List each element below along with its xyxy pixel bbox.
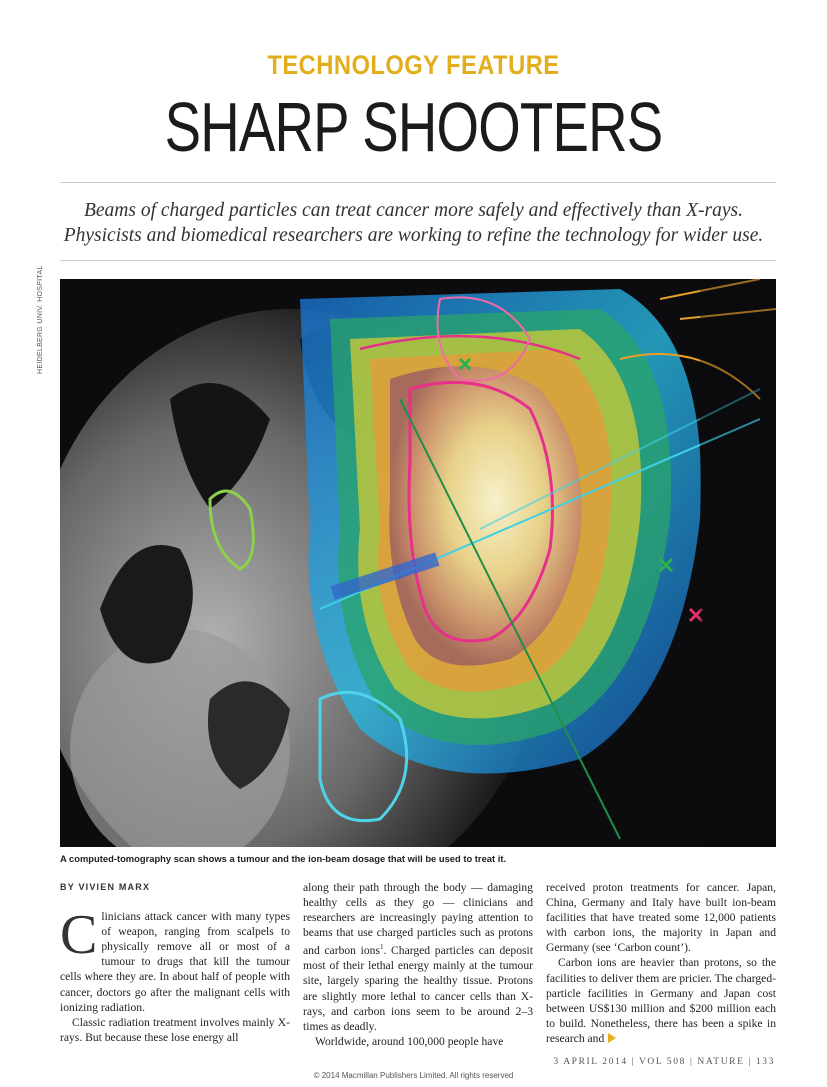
page-folio: 3 APRIL 2014 | VOL 508 | NATURE | 133 bbox=[553, 1057, 775, 1067]
standfirst-line-2: Physicists and biomedical researchers are working to refine the technology for wider use. bbox=[63, 225, 764, 246]
paragraph bbox=[303, 880, 533, 1034]
paragraph: Classic radiation treatment involves mainly X-rays. But because these lose energy all bbox=[60, 1015, 290, 1044]
photo-credit-wrapper bbox=[37, 265, 47, 382]
paragraph-text: linicians attack cancer with many types of weapon, ranging from scalpels to physically remove all or most of a tumour to drugs that kill the tumour cells where they are. In about half of people with cancer, doctors go after the malignant cells with ionizing radiation. bbox=[60, 910, 290, 1014]
article-column-2 bbox=[303, 880, 533, 1049]
article-column-1 bbox=[60, 880, 290, 1045]
top-divider bbox=[60, 182, 776, 183]
section-kicker: TECHNOLOGY FEATURE bbox=[267, 50, 560, 80]
continue-arrow-icon bbox=[608, 1033, 616, 1043]
ct-scan-photo bbox=[60, 279, 776, 847]
paragraph-text: along their path through the body — damaging healthy cells as they go — clinicians and researchers are increasingly paying attention to beams that use charged particles such as protons and carbon ions bbox=[303, 881, 533, 958]
byline: BY VIVIEN MARX bbox=[60, 882, 151, 892]
article-column-3 bbox=[546, 880, 776, 1046]
paragraph bbox=[546, 955, 776, 1046]
paragraph: received proton treatments for cancer. Japan, China, Germany and Italy have built ion-beam facilities that have treated some 12,000 patients with carbon ions, the majority in Japan and Germany (see ‘Carbon count’). bbox=[546, 881, 776, 955]
photo-credit: HEIDELBERG UNIV. HOSPITAL bbox=[37, 265, 44, 374]
paragraph-text: . Charged particles can deposit most of their lethal energy mainly at the tumour site, largely sparing the healthy tissue. Protons are slightly more lethal to cancer cells than X-rays, and carbon ions seem to be around 2–3 times as deadly. bbox=[303, 944, 533, 1033]
drop-cap: C bbox=[60, 904, 98, 967]
paragraph: Worldwide, around 100,000 people have bbox=[315, 1034, 504, 1048]
copyright-notice: © 2014 Macmillan Publishers Limited. All rights reserved bbox=[313, 1071, 514, 1080]
figure-caption: A computed-tomography scan shows a tumour and the ion-beam dosage that will be used to treat it. bbox=[60, 853, 507, 864]
paragraph-text: Carbon ions are heavier than protons, so the facilities to deliver them are pricier. The charged-particle facilities in Germany and Japan cost between US$130 million and $200 million each to build. Nonetheless, there has been a spike in research and bbox=[546, 956, 776, 1045]
ct-scan-illustration bbox=[60, 279, 776, 847]
paragraph bbox=[60, 904, 290, 1015]
standfirst bbox=[40, 198, 787, 248]
article-title: SHARP SHOOTERS bbox=[164, 88, 663, 166]
bottom-divider bbox=[60, 260, 776, 261]
standfirst-line-1: Beams of charged particles can treat cancer more safely and effectively than X-rays. bbox=[83, 200, 744, 221]
reference-superscript[interactable]: 1 bbox=[379, 943, 384, 952]
